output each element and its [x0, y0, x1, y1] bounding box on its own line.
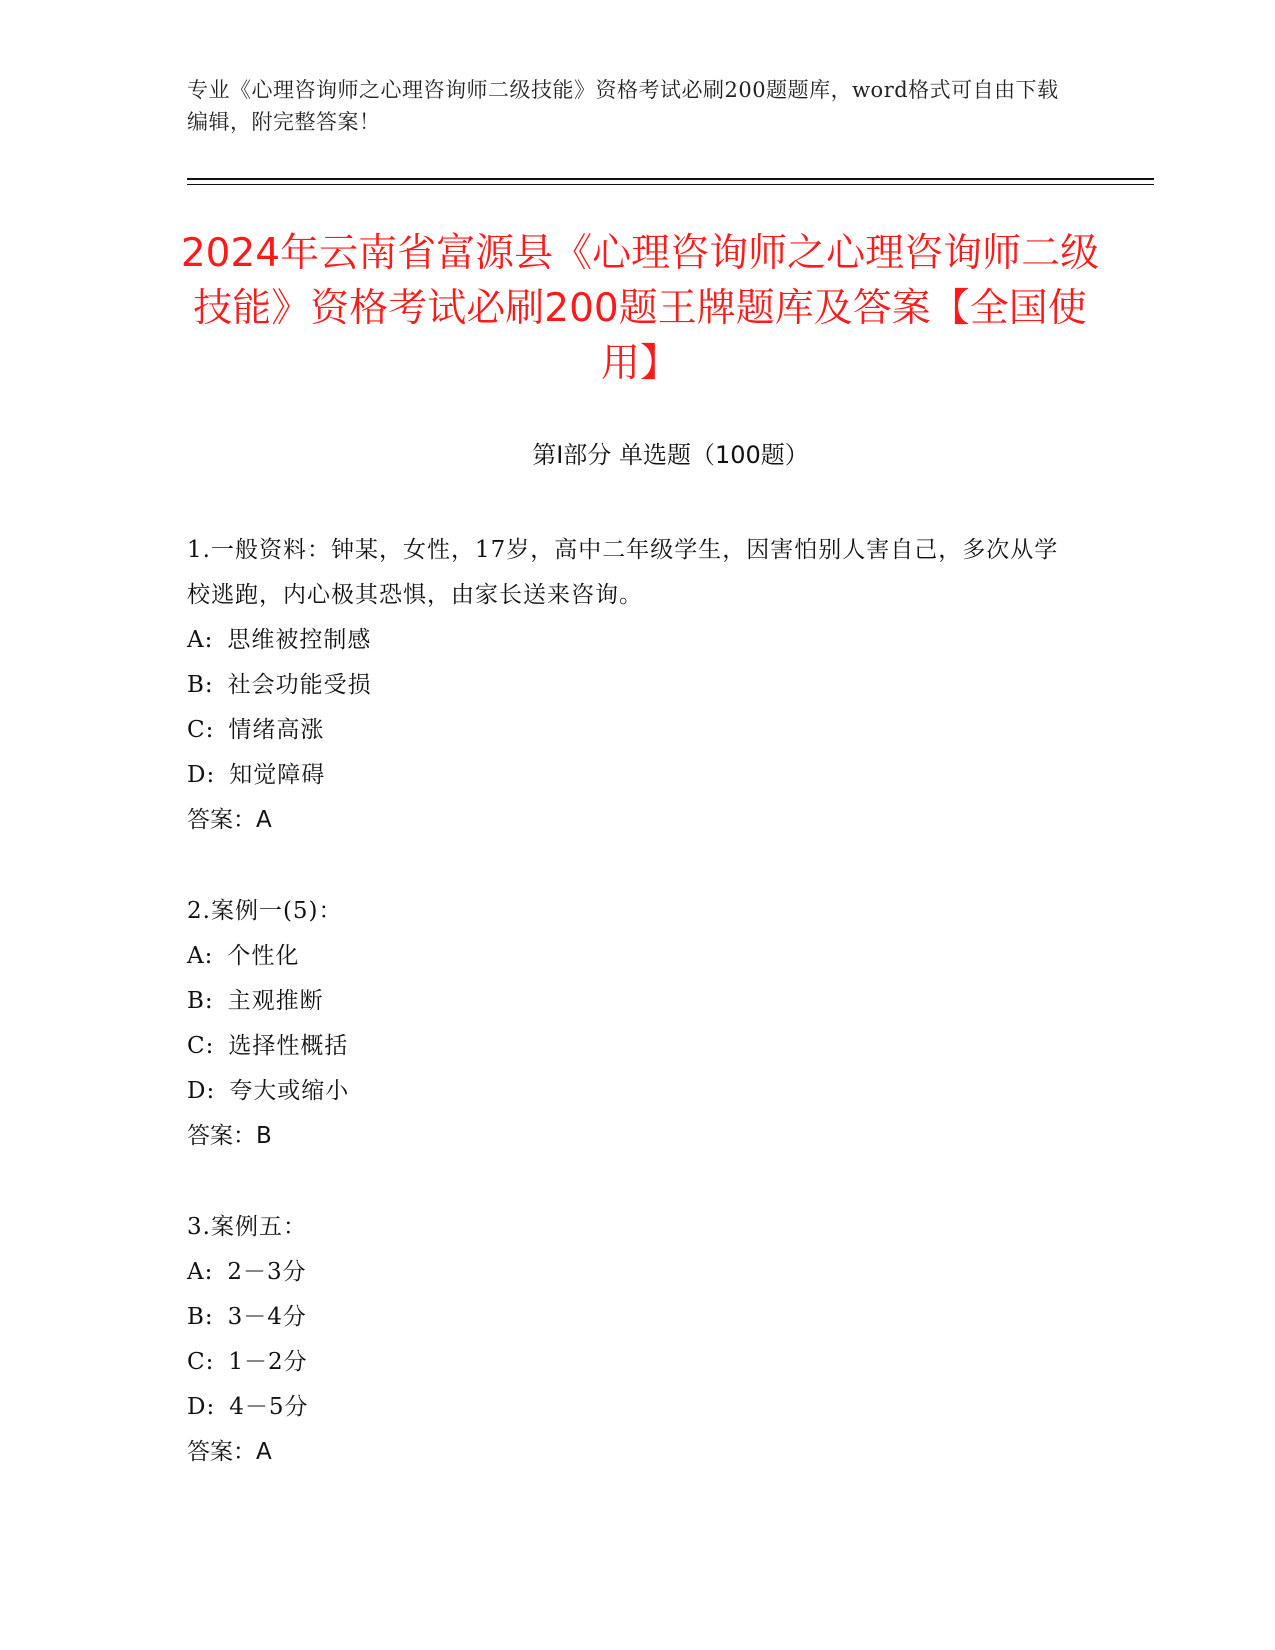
option-text: 2－3分	[227, 1259, 307, 1285]
option-d	[187, 1069, 1077, 1114]
question-3	[187, 1205, 1077, 1475]
option-text: 主观推断	[227, 988, 324, 1014]
option-text: 选择性概括	[228, 1033, 349, 1059]
option-c	[187, 1024, 1077, 1069]
question-1	[187, 528, 1077, 843]
option-text: 夸大或缩小	[229, 1078, 350, 1104]
option-key: A:	[187, 943, 214, 969]
question-stem: 2.案例一(5)：	[187, 898, 343, 924]
option-key: D:	[187, 762, 216, 788]
option-text: 1－2分	[228, 1349, 308, 1375]
option-text: 情绪高涨	[228, 717, 325, 743]
option-text: 思维被控制感	[227, 627, 372, 653]
option-a	[187, 934, 1077, 979]
option-key: D:	[187, 1394, 216, 1420]
answer-line	[187, 1114, 1077, 1159]
option-key: B:	[187, 988, 214, 1014]
option-key: C:	[187, 1349, 215, 1375]
answer-value: B	[256, 1123, 272, 1149]
option-a	[187, 1250, 1077, 1295]
option-key: B:	[187, 672, 214, 698]
option-c	[187, 708, 1077, 753]
question-list	[187, 528, 1077, 1521]
option-key: B:	[187, 1304, 214, 1330]
header-divider-thin	[187, 184, 1154, 185]
option-c	[187, 1340, 1077, 1385]
option-a	[187, 618, 1077, 663]
option-text: 3－4分	[227, 1304, 307, 1330]
option-b	[187, 979, 1077, 1024]
answer-line	[187, 798, 1077, 843]
option-key: A:	[187, 1259, 214, 1285]
answer-prefix: 答案：	[187, 807, 256, 833]
answer-prefix: 答案：	[187, 1123, 256, 1149]
option-text: 个性化	[227, 943, 300, 969]
section-title: 第Ⅰ部分 单选题（100题）	[532, 441, 809, 469]
option-d	[187, 1385, 1077, 1430]
answer-value: A	[256, 1439, 272, 1465]
option-key: C:	[187, 1033, 215, 1059]
answer-value: A	[256, 807, 272, 833]
option-d	[187, 753, 1077, 798]
question-2	[187, 889, 1077, 1159]
option-text: 知觉障碍	[229, 762, 326, 788]
option-key: C:	[187, 717, 215, 743]
option-text: 4－5分	[229, 1394, 309, 1420]
option-text: 社会功能受损	[227, 672, 372, 698]
option-b	[187, 1295, 1077, 1340]
option-key: D:	[187, 1078, 216, 1104]
answer-line	[187, 1430, 1077, 1475]
answer-prefix: 答案：	[187, 1439, 256, 1465]
option-key: A:	[187, 627, 214, 653]
header-divider-thick	[187, 178, 1154, 180]
header-note: 专业《心理咨询师之心理咨询师二级技能》资格考试必刷200题题库，word格式可自由下载编辑，附完整答案！	[187, 78, 1059, 134]
question-stem: 1.一般资料：钟某，女性，17岁，高中二年级学生，因害怕别人害自己，多次从学校逃跑，内心极其恐惧，由家长送来咨询。	[187, 537, 1059, 608]
document-title: 2024年云南省富源县《心理咨询师之心理咨询师二级技能》资格考试必刷200题王牌题库及答案【全国使用】	[180, 231, 1100, 386]
question-stem: 3.案例五：	[187, 1214, 307, 1240]
option-b	[187, 663, 1077, 708]
